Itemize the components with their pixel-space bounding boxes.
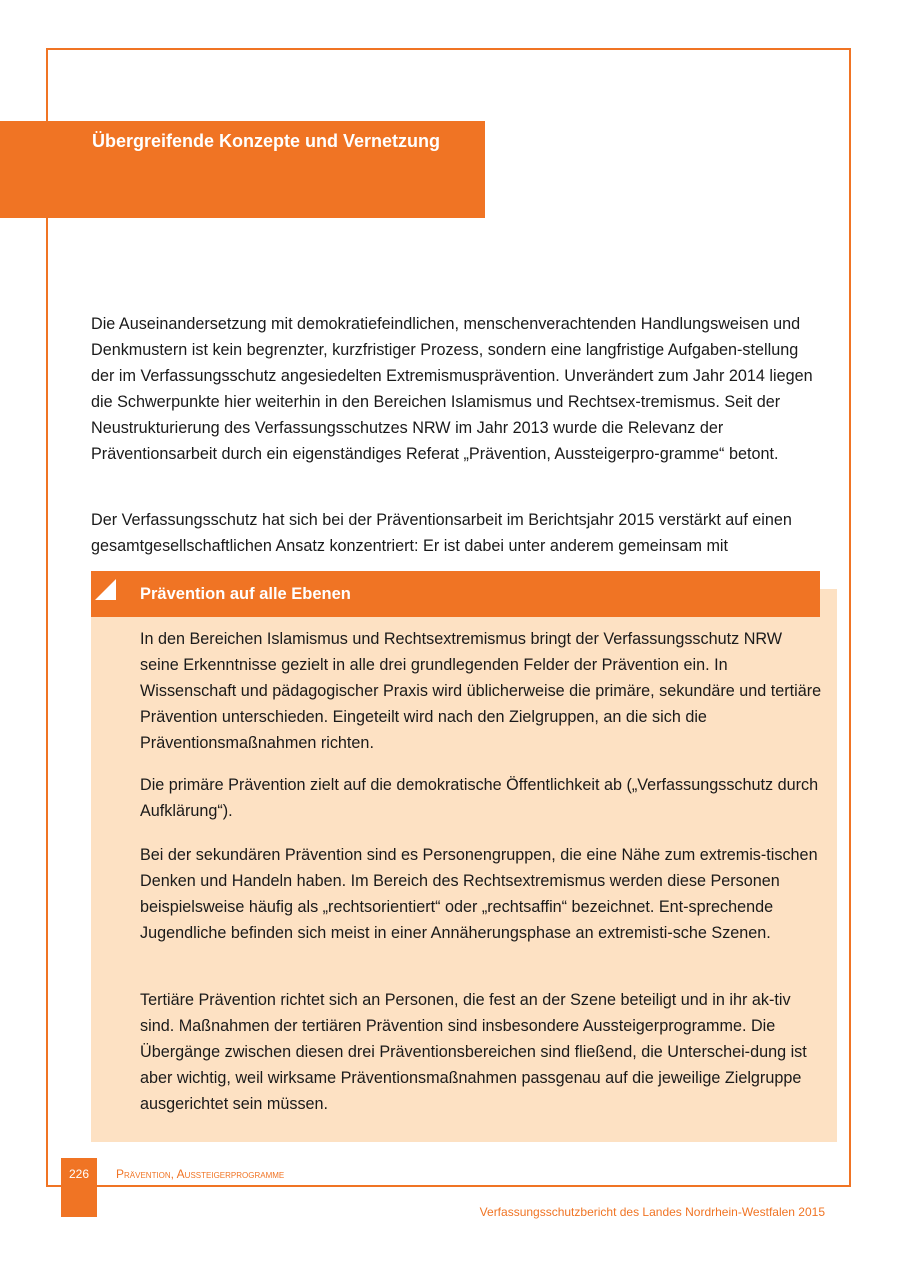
infobox-paragraph: Bei der sekundären Prävention sind es Personengruppen, die eine Nähe zum extremis-tischen Denken und Handeln haben. Im Bereich des Rechtsextremismus werden diese Personen beispielsweise häufig als „rechtsorientiert“ oder „rechtsaffin“ bezeichnet. Ent-sprechende Jugendliche befinden sich meist in einer Annäherungsphase an extremisti-sche Szenen. — [140, 846, 818, 943]
infobox-paragraph: Tertiäre Prävention richtet sich an Personen, die fest an der Szene beteiligt und in ihr ak-tiv sind. Maßnahmen der tertiären Prävention sind insbesondere Aussteigerprogramme. Die Übergänge zwischen diesen drei Präventionsbereichen sind fließend, die Unterschei-dung ist aber wichtig, weil wirksame Präventionsmaßnahmen passgenau auf die jeweilige Zielgruppe ausgerichtet sein müssen. — [140, 991, 807, 1114]
publication-title: Verfassungsschutzbericht des Landes Nordrhein-Westfalen 2015 — [479, 1205, 825, 1219]
intro-paragraph-1: Die Auseinandersetzung mit demokratiefeindlichen, menschenverachtenden Handlungsweisen und Denkmustern ist kein begrenzter, kurzfristiger Prozess, sondern eine langfristige Aufgaben-stellung der im Verfassungsschutz angesiedelten Extremismusprävention. Unverändert zum Jahr 2014 liegen die Schwerpunkte hier weiterhin in den Bereichen Islamismus und Rechtsex-tremismus. Seit der Neustrukturierung des Verfassungsschutzes NRW im Jahr 2013 wurde die Relevanz der Präventionsarbeit durch ein eigenständiges Referat „Prävention, Aussteigerpro-gramme“ betont. — [91, 315, 813, 464]
infobox-title: Prävention auf alle Ebenen — [140, 585, 351, 603]
corner-triangle-icon — [95, 579, 116, 600]
infobox-paragraph: Die primäre Prävention zielt auf die demokratische Öffentlichkeit ab („Verfassungsschutz durch Aufklärung“). — [140, 776, 819, 821]
infobox-paragraph: In den Bereichen Islamismus und Rechtsextremismus bringt der Verfassungsschutz NRW seine Erkenntnisse gezielt in alle drei grundlegenden Felder der Prävention ein. In Wissenschaft und pädagogischer Praxis wird üblicherweise die primäre, sekundäre und tertiäre Prävention unterschieden. Eingeteilt wird nach den Zielgruppen, an die sich die Präventionsmaßnahmen richten. — [140, 630, 822, 753]
running-section-label: Prävention, Aussteigerprogramme — [116, 1167, 285, 1181]
intro-paragraph-2: Der Verfassungsschutz hat sich bei der Präventionsarbeit im Berichtsjahr 2015 verstärkt auf einen gesamtgesellschaftlichen Ansatz konzentriert: Er ist dabei unter anderem gemeinsam mit — [91, 511, 792, 556]
section-heading: Übergreifende Konzepte und Vernetzung — [92, 131, 441, 151]
page-number: 226 — [68, 1167, 90, 1181]
